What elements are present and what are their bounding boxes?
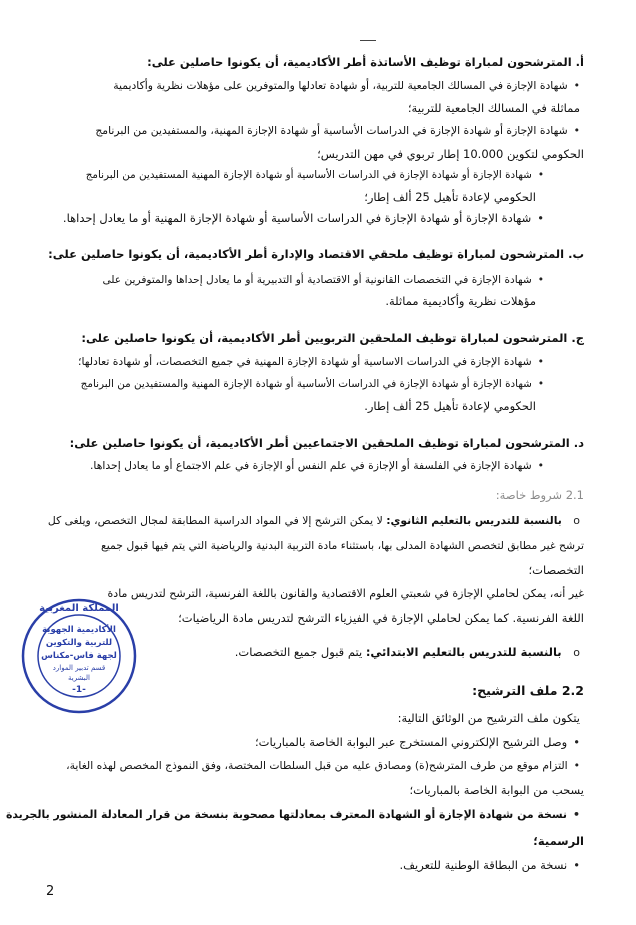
primary-text: يتم قبول جميع التخصصات. (234, 645, 363, 659)
official-stamp (20, 597, 138, 715)
file-item: • التزام موقع من طرف المترشح(ة) ومصادق عليه من قبل السلطات المختصة، وفق النموذج المخصص لهذه الغاية، (66, 759, 580, 773)
primary-label: بالنسبة للتدريس بالتعليم الابتدائي: (365, 645, 562, 659)
stamp-line: قسم تدبير الموارد (52, 664, 106, 672)
file-item-cont: يسحب من البوابة الخاصة بالمباريات؛ (409, 783, 584, 797)
special-conditions-heading: 2.1 شروط خاصة: (495, 488, 584, 502)
secondary-line: اللغة الفرنسية. كما يمكن لحاملي الإجازة في الفيزياء الترشح لتدريس مادة الرياضيات؛ (178, 611, 584, 625)
section-a-item-cont: مماثلة في المسالك الجامعية للتربية؛ (407, 101, 580, 115)
section-a-item: • شهادة الإجازة في المسالك الجامعية للتربية، أو شهادة تعادلها والمتوفرين على مؤهلات نظرية وأكاديمية (113, 79, 580, 93)
stamp-line: الأكاديمية الجهوية (42, 625, 116, 635)
stamp-line: لجهة فاس-مكناس (41, 651, 117, 661)
section-b-title: ب. المترشحون لمباراة توظيف ملحقي الاقتصاد والإدارة أطر الأكاديمية، أن يكونوا حاصلين على: (48, 247, 584, 261)
file-item: • نسخة من شهادة الإجازة أو الشهادة المعترف بمعادلتها مصحوبة بنسخة من قرار المعادلة المنشور بالجريدة (6, 808, 580, 822)
section-c-title: ج. المترشحون لمباراة توظيف الملحقين التربويين أطر الأكاديمية، أن يكونوا حاصلين على: (81, 331, 584, 345)
secondary-line: ترشح غير مطابق لتخصص الشهادة المدلى بها، باستثناء مادة التربية البدنية والرياضية التي يتم فيها قبول جميع (101, 539, 584, 552)
application-file-heading: 2.2 ملف الترشيح: (472, 683, 584, 698)
section-a-item-cont: الحكومي لتكوين 10.000 إطار تربوي في مهن التدريس؛ (317, 147, 584, 161)
section-c-item-cont: الحكومي لإعادة تأهيل 25 ألف إطار. (364, 399, 536, 413)
stamp-line: البشرية (68, 674, 90, 682)
section-a-item: • شهادة الإجازة أو شهادة الإجازة في الدراسات الأساسية أو شهادة الإجازة المهنية أو ما يعادل إحداها. (63, 211, 544, 225)
stamp-line: المملكة المغربية (39, 603, 119, 614)
file-item: • وصل الترشيح الإلكتروني المستخرج عبر البوابة الخاصة بالمباريات؛ (255, 735, 580, 749)
secondary-condition (48, 514, 580, 528)
secondary-text: لا يمكن الترشح إلا في المواد الدراسية المطابقة لمجال التخصص، ويلغى كل (47, 514, 383, 527)
stamp-line: للتربية والتكوين (45, 638, 113, 648)
section-a-item-cont: الحكومي لإعادة تأهيل 25 ألف إطار؛ (364, 190, 536, 204)
secondary-label: بالنسبة للتدريس بالتعليم الثانوي: (386, 514, 562, 527)
section-a-item: • شهادة الإجازة أو شهادة الإجازة في الدراسات الأساسية أو شهادة الإجازة المهنية، والمستفيدين من البرنامج (95, 124, 580, 138)
header-rule (360, 40, 376, 41)
page-number: 2 (46, 884, 55, 899)
primary-condition (235, 645, 580, 660)
section-c-item: • شهادة الإجازة في الدراسات الاساسية أو شهادة الإجازة المهنية في جميع التخصصات، أو شهادة تعادلها؛ (78, 355, 544, 369)
file-item-cont: الرسمية؛ (533, 834, 584, 848)
section-c-item: • شهادة الإجازة أو شهادة الإجازة في الدراسات الأساسية أو شهادة الإجازة المهنية والمستفيدين من البرنامج (81, 377, 544, 391)
section-b-item: • شهادة الإجازة في التخصصات القانونية أو الاقتصادية أو التدبيرية أو ما يعادل إحداها والمتوفرين على (102, 273, 544, 287)
section-b-item-cont: مؤهلات نظرية وأكاديمية مماثلة. (385, 294, 536, 308)
secondary-line: غير أنه، يمكن لحاملي الإجازة في شعبتي العلوم الاقتصادية والقانون باللغة الفرنسية، الترشح لتدريس مادة (107, 587, 584, 600)
section-a-item: • شهادة الإجازة أو شهادة الإجازة في الدراسات الأساسية أو شهادة الإجازة المهنية المستفيدين من البرنامج (86, 168, 544, 182)
section-d-item: • شهادة الإجازة في الفلسفة أو الإجازة في علم النفس أو الإجازة في علم الاجتماع أو ما يعادل إحداها. (90, 459, 544, 473)
section-a-title: أ. المترشحون لمباراة توظيف الأساتذة أطر الأكاديمية، أن يكونوا حاصلين على: (147, 55, 584, 69)
file-item: • نسخة من البطاقة الوطنية للتعريف. (400, 858, 581, 872)
secondary-line: التخصصات؛ (528, 563, 584, 577)
stamp-number: -1- (72, 685, 86, 695)
section-d-title: د. المترشحون لمباراة توظيف الملحقين الاجتماعيين أطر الأكاديمية، أن يكونوا حاصلين على: (69, 436, 584, 450)
application-file-intro: يتكون ملف الترشيح من الوثائق التالية: (397, 711, 580, 725)
